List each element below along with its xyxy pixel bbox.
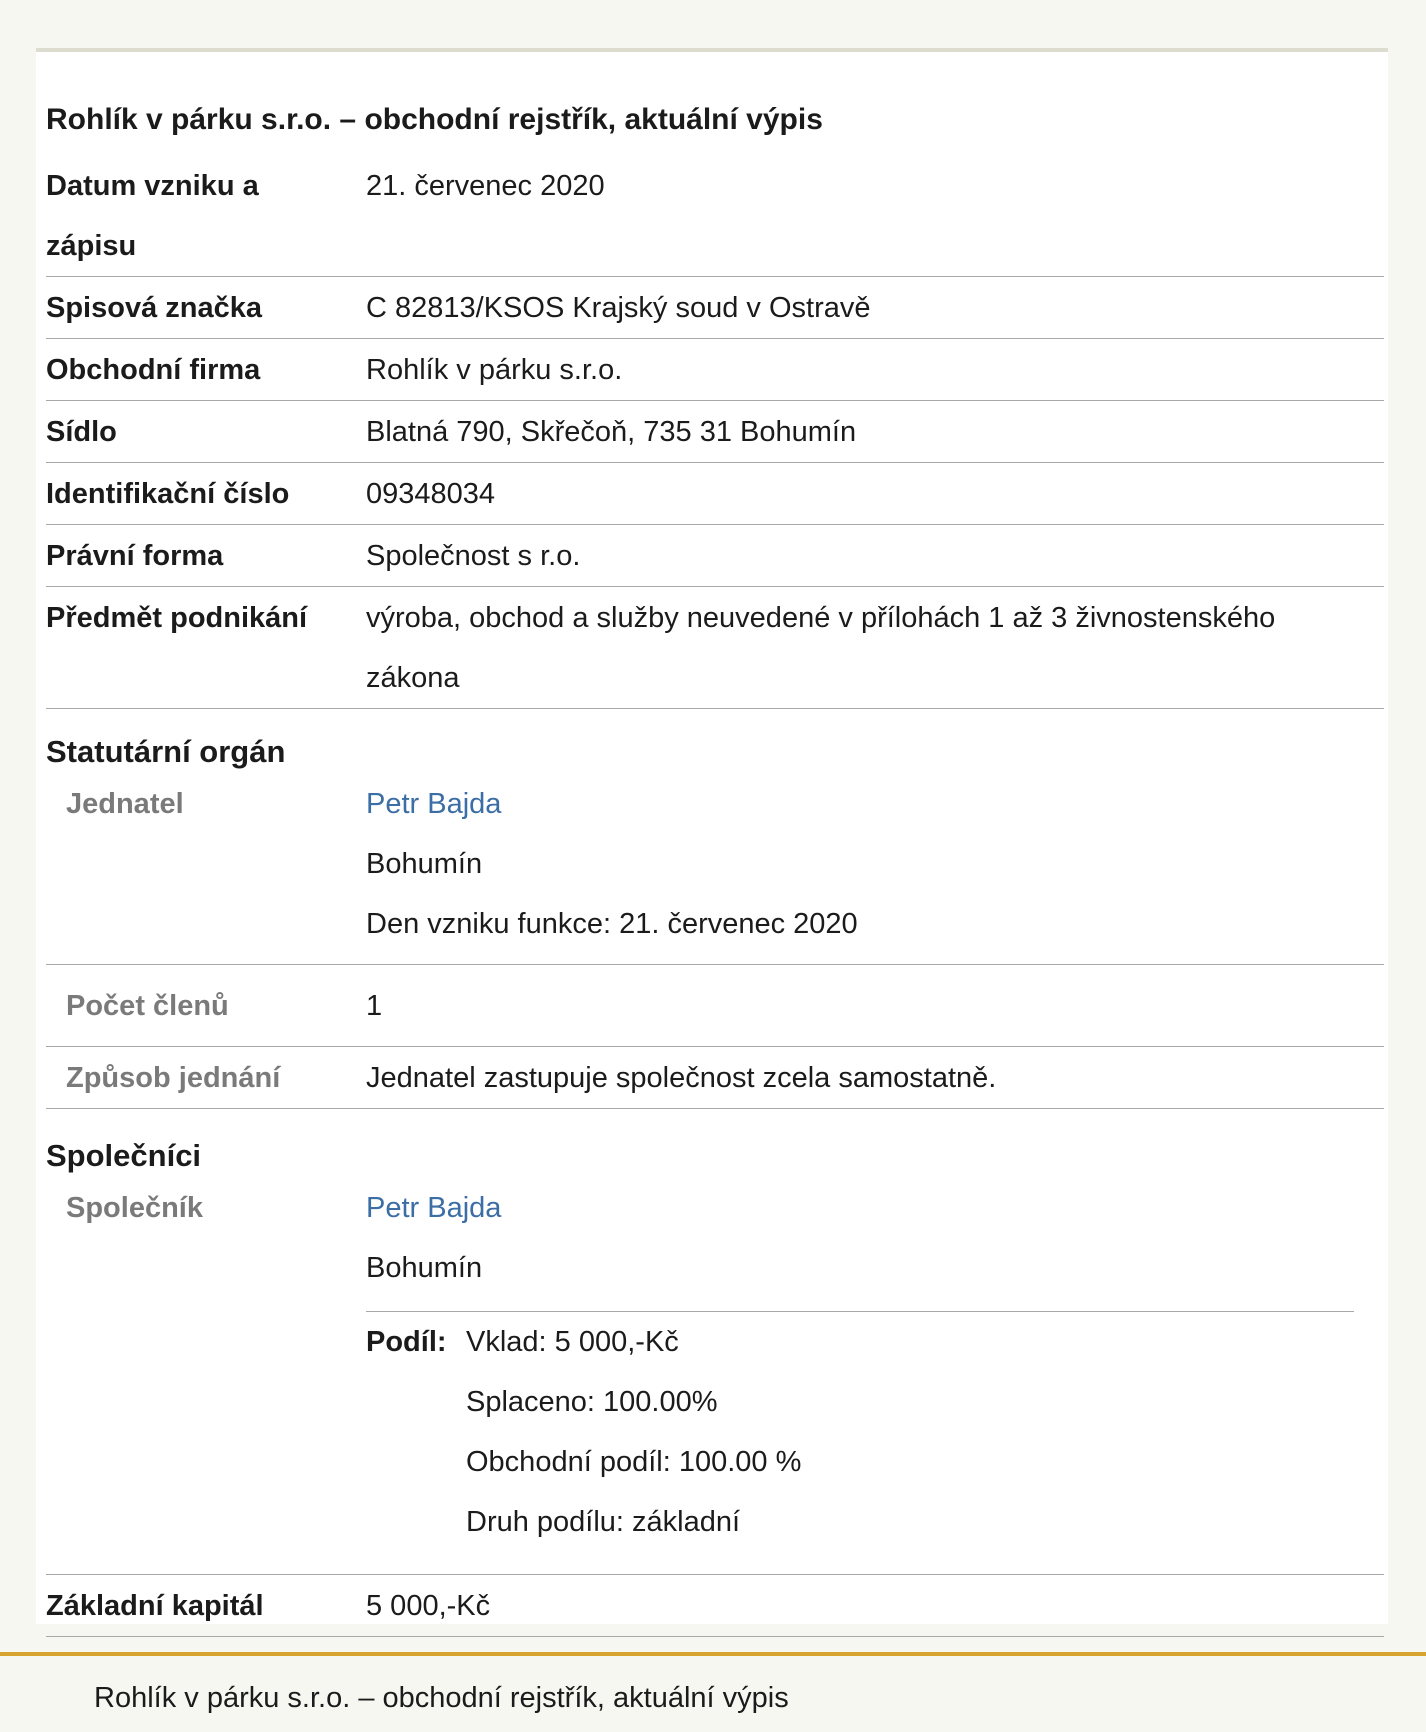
person-city: Bohumín	[366, 1252, 483, 1284]
row-obchodni-firma	[46, 340, 1384, 401]
share-obchodni-podil: Obchodní podíl: 100.00 %	[466, 1446, 802, 1478]
share-details	[366, 1311, 1354, 1538]
row-label: Způsob jednání	[66, 1062, 281, 1094]
section-heading-statutarni-organ: Statutární orgán	[46, 734, 286, 769]
row-sidlo	[46, 402, 1384, 463]
row-value	[366, 588, 1366, 708]
row-value: Blatná 790, Skřečoň, 735 31 Bohumín	[366, 416, 857, 448]
footer-title: Rohlík v párku s.r.o. – obchodní rejstřík, aktuální výpis	[94, 1682, 789, 1714]
row-value	[366, 774, 1366, 954]
row-value: 21. červenec 2020	[366, 170, 605, 202]
label-line: zápisu	[46, 230, 137, 262]
row-label: Společník	[66, 1192, 203, 1224]
function-since: Den vzniku funkce: 21. červenec 2020	[366, 908, 858, 940]
register-extract-panel	[36, 48, 1388, 1624]
row-spisova-znacka	[46, 278, 1384, 339]
row-jednatel	[46, 774, 1384, 965]
row-label: Spisová značka	[46, 292, 262, 324]
person-link[interactable]: Petr Bajda	[366, 788, 502, 820]
value-line: zákona	[366, 662, 460, 694]
share-vklad: Vklad: 5 000,-Kč	[466, 1326, 679, 1358]
row-label: Předmět podnikání	[46, 602, 308, 634]
row-value: 1	[366, 990, 383, 1022]
section-heading-spolecnici: Společníci	[46, 1138, 202, 1173]
row-label: Identifikační číslo	[46, 478, 290, 510]
person-link[interactable]: Petr Bajda	[366, 1192, 502, 1224]
row-value: 09348034	[366, 478, 496, 510]
page-title: Rohlík v párku s.r.o. – obchodní rejstřík, aktuální výpis	[46, 103, 823, 136]
row-label: Počet členů	[66, 990, 229, 1022]
row-label	[46, 156, 346, 276]
row-predmet-podnikani	[46, 588, 1384, 709]
row-datum-vzniku	[46, 156, 1384, 277]
value-line: výroba, obchod a služby neuvedené v přílohách 1 až 3 živnostenského	[366, 602, 1276, 634]
row-label: Jednatel	[66, 788, 184, 820]
row-value: 5 000,-Kč	[366, 1590, 491, 1622]
share-druh: Druh podílu: základní	[466, 1506, 741, 1538]
row-value: Společnost s r.o.	[366, 540, 581, 572]
share-values	[466, 1312, 801, 1552]
row-zpusob-jednani	[46, 1048, 1384, 1109]
share-label: Podíl:	[366, 1326, 447, 1358]
row-zakladni-kapital	[46, 1576, 1384, 1637]
row-value: Rohlík v párku s.r.o.	[366, 354, 623, 386]
row-identifikacni-cislo	[46, 464, 1384, 525]
row-value: Jednatel zastupuje společnost zcela samostatně.	[366, 1062, 997, 1094]
label-line: Datum vzniku a	[46, 170, 259, 202]
row-label: Sídlo	[46, 416, 117, 448]
row-label: Obchodní firma	[46, 354, 261, 386]
row-value	[366, 1178, 1366, 1298]
share-splaceno: Splaceno: 100.00%	[466, 1386, 718, 1418]
row-label: Právní forma	[46, 540, 224, 572]
row-label: Základní kapitál	[46, 1590, 264, 1622]
person-city: Bohumín	[366, 848, 483, 880]
row-pocet-clenu	[46, 966, 1384, 1047]
row-pravni-forma	[46, 526, 1384, 587]
row-value: C 82813/KSOS Krajský soud v Ostravě	[366, 292, 871, 324]
footer	[0, 1652, 1426, 1732]
